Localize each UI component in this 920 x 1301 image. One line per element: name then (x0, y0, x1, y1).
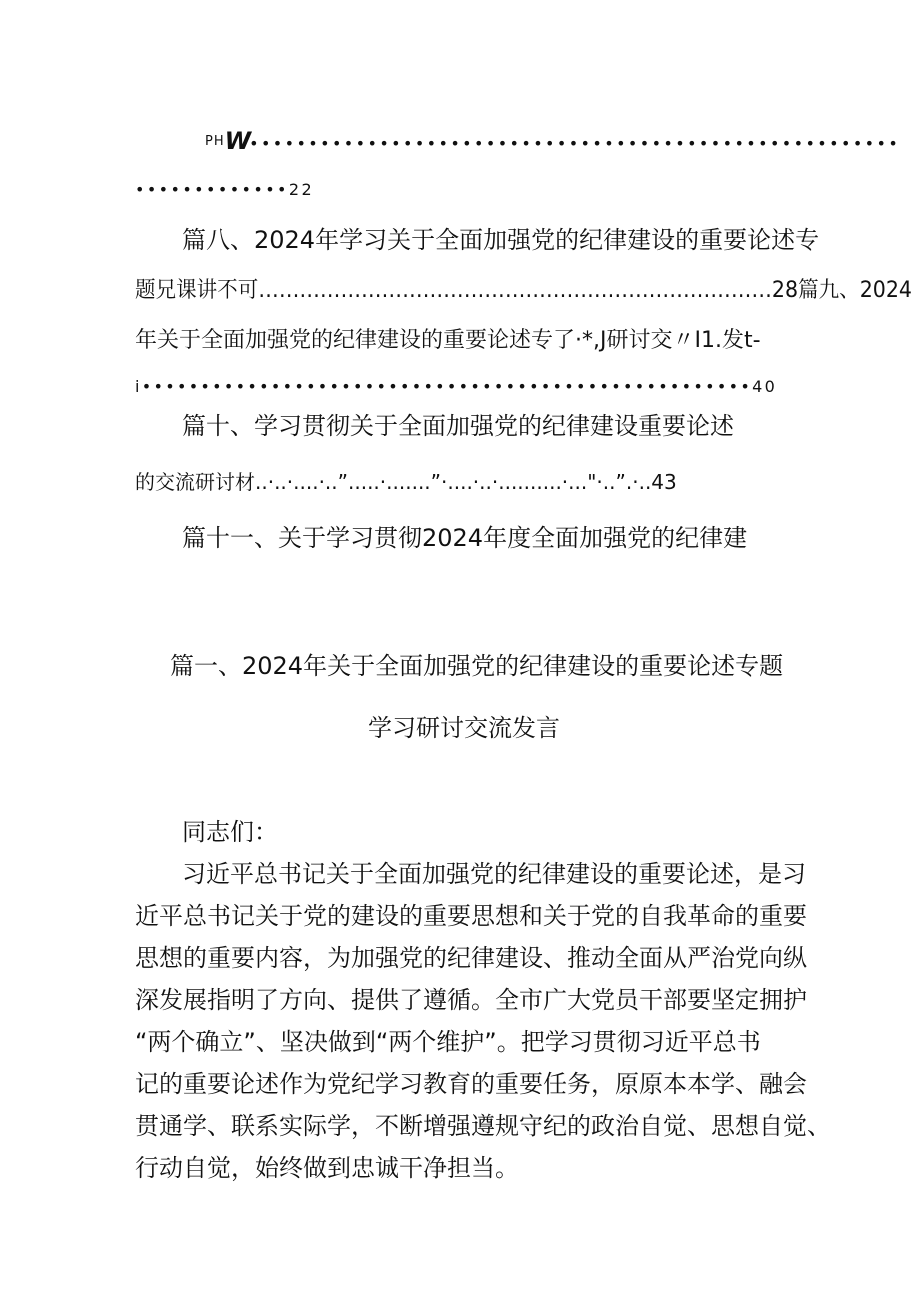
toc-line-1-prefix-big: W (224, 127, 250, 155)
toc-line-1-prefix-small: PH (205, 134, 225, 149)
body-line-5: “两个确立”、坚决做到“两个维护”。把学习贯彻习近平总书 (135, 1028, 761, 1056)
body-line-6: 记的重要论述作为党纪学习教育的重要任务，原原本本学、融会 (135, 1070, 807, 1098)
article-title-line-1: 篇一、2024年关于全面加强党的纪律建设的重要论述专题 (170, 652, 784, 680)
toc-entry-10-line-1: 篇十、学习贯彻关于全面加强党的纪律建设重要论述 (182, 412, 734, 440)
toc-entry-9-line-2: i••••••••••••••••••••••••••••••••••••••••••••••••••••40 (135, 377, 778, 396)
body-line-2: 近平总书记关于党的建设的重要思想和关于党的自我革命的重要 (135, 902, 807, 930)
toc-entry-8-line-2: 题兄课讲不可…………………………………………………………………28篇九、2024 (135, 278, 912, 303)
body-line-8: 行动自觉，始终做到忠诚干净担当。 (135, 1154, 519, 1182)
body-line-4: 深发展指明了方向、提供了遵循。全市广大党员干部要坚定拥护 (135, 986, 807, 1014)
toc-line-1-leader: ••••••••••••••••••••••••••••••••••••••••••••••••••••••• (249, 134, 901, 153)
toc-entry-11-line-1: 篇十一、关于学习贯彻2024年度全面加强党的纪律建 (182, 524, 748, 552)
salutation: 同志们： (182, 818, 278, 846)
toc-entry-9-line-1: 年关于全面加强党的纪律建设的重要论述专了·*,J研讨交〃I1.发t- (135, 328, 761, 353)
body-line-3: 思想的重要内容，为加强党的纪律建设、推动全面从严治党向纵 (135, 944, 807, 972)
body-line-1: 习近平总书记关于全面加强党的纪律建设的重要论述，是习 (182, 860, 806, 888)
toc-line-2: •••••••••••••22 (135, 180, 315, 199)
toc-entry-10-line-2: 的交流研讨材..·..·....·..”.....·.......”·....·..·..........·..."·..”.·..43 (135, 470, 677, 494)
body-line-7: 贯通学、联系实际学，不断增强遵规守纪的政治自觉、思想自觉、 (135, 1112, 831, 1140)
toc-entry-8-line-1: 篇八、2024年学习关于全面加强党的纪律建设的重要论述专 (182, 226, 820, 254)
article-title-line-2: 学习研讨交流发言 (368, 714, 560, 742)
toc-line-1 (205, 126, 900, 159)
